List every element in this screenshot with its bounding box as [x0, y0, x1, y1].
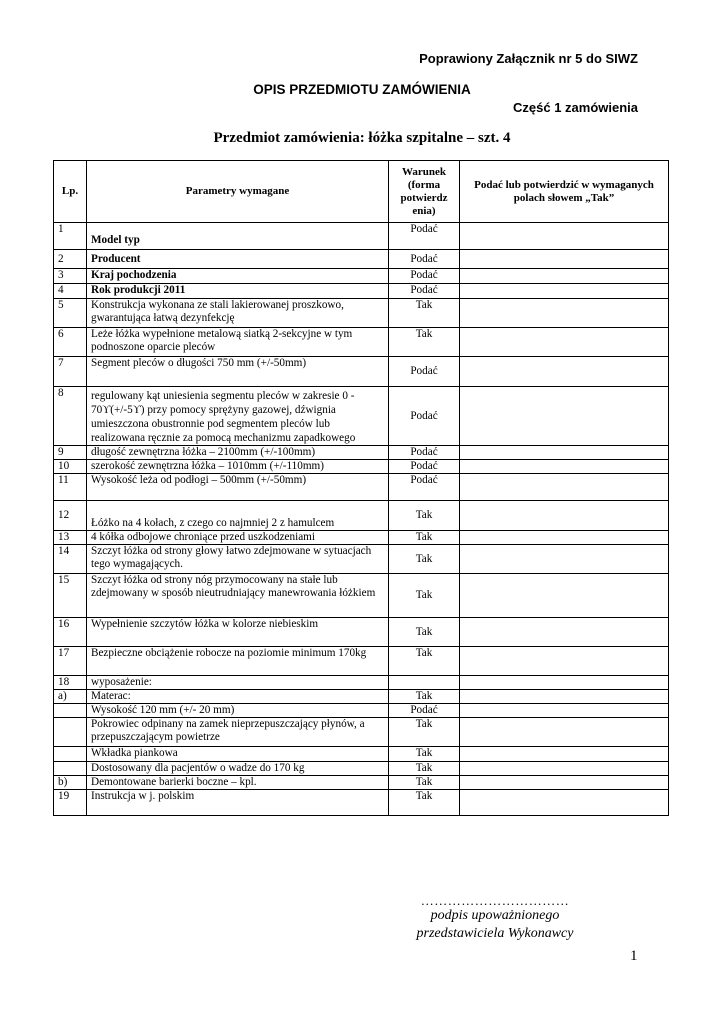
row-condition: Tak [389, 718, 460, 747]
signature-caption-line2: przedstawiciela Wykonawcy [416, 926, 574, 941]
row-confirm-cell[interactable] [460, 704, 669, 718]
row-condition: Podać [389, 704, 460, 718]
row-condition: Podać [389, 223, 460, 250]
header-lp: Lp. [54, 161, 87, 223]
row-confirm-cell[interactable] [460, 676, 669, 690]
row-param: Producent [87, 250, 389, 269]
row-condition: Tak [389, 501, 460, 531]
table-row [54, 387, 669, 446]
table-row [54, 269, 669, 284]
row-lp [54, 718, 87, 747]
table-row [54, 460, 669, 474]
row-condition: Tak [389, 545, 460, 574]
row-lp: b) [54, 776, 87, 790]
row-condition: Tak [389, 776, 460, 790]
row-confirm-cell[interactable] [460, 747, 669, 762]
table-row [54, 299, 669, 328]
row-param: Łóżko na 4 kołach, z czego co najmniej 2 z hamulcem [87, 501, 389, 531]
part-label: Część 1 zamówienia [513, 100, 638, 115]
row-lp: 16 [54, 618, 87, 647]
table-row [54, 446, 669, 460]
row-param: Szczyt łóżka od strony nóg przymocowany na stałe lub zdejmowany w sposób nieutrudniający manewrowania łóżkiem [87, 574, 389, 618]
row-param: długość zewnętrzna łóżka – 2100mm (+/-100mm) [87, 446, 389, 460]
row-lp: 3 [54, 269, 87, 284]
table-row [54, 647, 669, 676]
row-confirm-cell[interactable] [460, 446, 669, 460]
row-condition: Tak [389, 328, 460, 357]
row-param: 4 kółka odbojowe chroniące przed uszkodzeniami [87, 531, 389, 545]
table-row [54, 676, 669, 690]
row-condition: Podać [389, 284, 460, 299]
row-param: Bezpieczne obciążenie robocze na poziomie minimum 170kg [87, 647, 389, 676]
row-lp: 18 [54, 676, 87, 690]
row-lp: 2 [54, 250, 87, 269]
row-confirm-cell[interactable] [460, 357, 669, 387]
row-param: Konstrukcja wykonana ze stali lakierowanej proszkowo, gwarantująca łatwą dezynfekcję [87, 299, 389, 328]
row-confirm-cell[interactable] [460, 718, 669, 747]
row-condition: Podać [389, 269, 460, 284]
row-param: Pokrowiec odpinany na zamek nieprzepuszczający płynów, a przepuszczającym powietrze [87, 718, 389, 747]
row-param: Kraj pochodzenia [87, 269, 389, 284]
row-condition: Tak [389, 618, 460, 647]
row-confirm-cell[interactable] [460, 762, 669, 776]
table-row [54, 474, 669, 501]
table-row [54, 776, 669, 790]
table-row [54, 357, 669, 387]
row-param: Segment pleców o długości 750 mm (+/-50mm) [87, 357, 389, 387]
signature-line: …………………………… [420, 893, 570, 908]
row-lp [54, 704, 87, 718]
row-confirm-cell[interactable] [460, 501, 669, 531]
row-lp: 1 [54, 223, 87, 250]
row-param: Demontowane barierki boczne – kpl. [87, 776, 389, 790]
signature-caption-line1: podpis upoważnionego [430, 908, 560, 923]
row-condition: Podać [389, 250, 460, 269]
row-confirm-cell[interactable] [460, 328, 669, 357]
row-confirm-cell[interactable] [460, 250, 669, 269]
row-confirm-cell[interactable] [460, 269, 669, 284]
row-param: Wysokość 120 mm (+/- 20 mm) [87, 704, 389, 718]
row-condition: Tak [389, 647, 460, 676]
row-condition: Podać [389, 460, 460, 474]
table-row [54, 545, 669, 574]
row-lp [54, 762, 87, 776]
table-row [54, 762, 669, 776]
row-condition: Podać [389, 387, 460, 446]
row-lp: 10 [54, 460, 87, 474]
page-number: 1 [630, 948, 638, 964]
row-lp: 11 [54, 474, 87, 501]
table-row [54, 223, 669, 250]
row-param: szerokość zewnętrzna łóżka – 1010mm (+/-110mm) [87, 460, 389, 474]
header-confirm: Podać lub potwierdzić w wymaganych polach słowem „Tak” [460, 161, 669, 223]
row-param: Dostosowany dla pacjentów o wadze do 170 kg [87, 762, 389, 776]
row-lp: 5 [54, 299, 87, 328]
row-confirm-cell[interactable] [460, 790, 669, 816]
row-lp: 4 [54, 284, 87, 299]
table-row [54, 718, 669, 747]
row-lp: 12 [54, 501, 87, 531]
row-confirm-cell[interactable] [460, 223, 669, 250]
row-lp: 14 [54, 545, 87, 574]
row-confirm-cell[interactable] [460, 545, 669, 574]
table-row [54, 250, 669, 269]
row-param: Wkładka piankowa [87, 747, 389, 762]
row-condition: Tak [389, 762, 460, 776]
row-confirm-cell[interactable] [460, 299, 669, 328]
table-row [54, 747, 669, 762]
requirements-table [53, 160, 669, 816]
attachment-label: Poprawiony Załącznik nr 5 do SIWZ [419, 51, 638, 66]
row-condition: Tak [389, 690, 460, 704]
table-row [54, 618, 669, 647]
row-param: Wypełnienie szczytów łóżka w kolorze niebieskim [87, 618, 389, 647]
subject-heading: Przedmiot zamówienia: łóżka szpitalne – szt. 4 [213, 130, 511, 146]
row-confirm-cell[interactable] [460, 574, 669, 618]
table-row [54, 790, 669, 816]
row-condition: Podać [389, 446, 460, 460]
row-param: Instrukcja w j. polskim [87, 790, 389, 816]
row-confirm-cell[interactable] [460, 460, 669, 474]
row-lp: 17 [54, 647, 87, 676]
table-row [54, 328, 669, 357]
row-confirm-cell[interactable] [460, 618, 669, 647]
table-row [54, 704, 669, 718]
row-param: regulowany kąt uniesienia segmentu pleców w zakresie 0 - 70ϒ(+/-5ϒ) przy pomocy sprężyny gazowej, dźwignia umieszczona obustronnie pod segmentem pleców lub realizowana ręcznie za pomocą mechanizmu zapadkowego [87, 387, 389, 446]
row-lp: 15 [54, 574, 87, 618]
row-confirm-cell[interactable] [460, 690, 669, 704]
row-condition: Tak [389, 299, 460, 328]
row-lp: 8 [54, 387, 87, 446]
row-lp: 6 [54, 328, 87, 357]
row-param: Rok produkcji 2011 [87, 284, 389, 299]
row-param: Leże łóżka wypełnione metalową siatką 2-sekcyjne w tym podnoszone oparcie pleców [87, 328, 389, 357]
row-condition: Tak [389, 574, 460, 618]
row-condition: Tak [389, 790, 460, 816]
header-params: Parametry wymagane [87, 161, 389, 223]
row-lp [54, 747, 87, 762]
row-confirm-cell[interactable] [460, 387, 669, 446]
row-lp: 13 [54, 531, 87, 545]
row-lp: a) [54, 690, 87, 704]
row-confirm-cell[interactable] [460, 284, 669, 299]
row-confirm-cell[interactable] [460, 474, 669, 501]
row-param: Szczyt łóżka od strony głowy łatwo zdejmowane w sytuacjach tego wymagających. [87, 545, 389, 574]
table-row [54, 531, 669, 545]
row-condition: Podać [389, 474, 460, 501]
table-row [54, 284, 669, 299]
row-confirm-cell[interactable] [460, 531, 669, 545]
row-condition: Tak [389, 747, 460, 762]
row-lp: 7 [54, 357, 87, 387]
table-row [54, 690, 669, 704]
row-confirm-cell[interactable] [460, 647, 669, 676]
row-param: wyposażenie: [87, 676, 389, 690]
header-condition: Warunek (forma potwierdz enia) [389, 161, 460, 223]
row-param: Wysokość leża od podłogi – 500mm (+/-50mm) [87, 474, 389, 501]
row-condition: Tak [389, 531, 460, 545]
document-title: OPIS PRZEDMIOTU ZAMÓWIENIA [253, 82, 471, 97]
table-row [54, 574, 669, 618]
row-lp: 19 [54, 790, 87, 816]
row-condition: Podać [389, 357, 460, 387]
row-param: Materac: [87, 690, 389, 704]
row-confirm-cell[interactable] [460, 776, 669, 790]
row-lp: 9 [54, 446, 87, 460]
table-row [54, 501, 669, 531]
row-param: Model typ [87, 223, 389, 250]
row-condition [389, 676, 460, 690]
